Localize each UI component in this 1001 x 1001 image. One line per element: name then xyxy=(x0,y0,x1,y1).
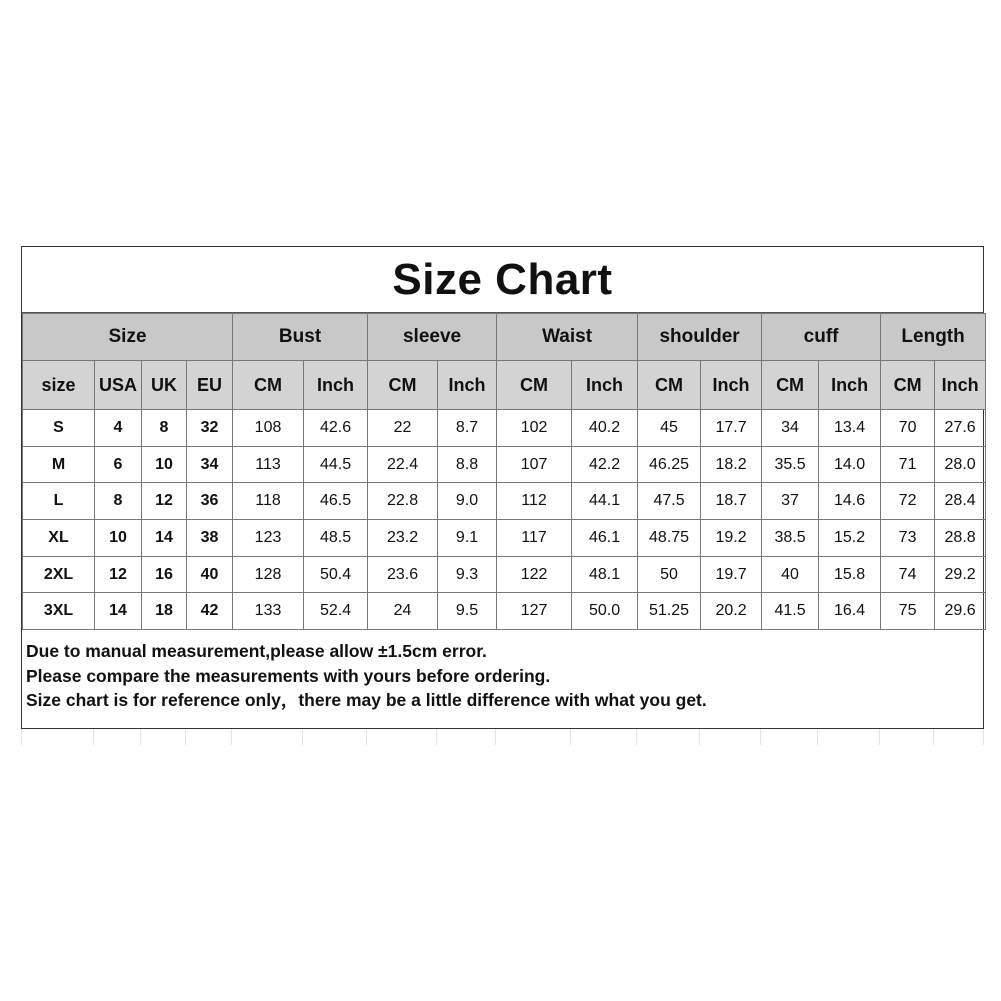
size-label-cell: M xyxy=(23,446,95,483)
unit-header-cell: Inch xyxy=(701,361,762,410)
table-row xyxy=(23,410,986,447)
table-body xyxy=(23,410,986,630)
grid-tick xyxy=(185,729,186,745)
table-cell: 22.4 xyxy=(368,446,438,483)
unit-header-cell: CM xyxy=(638,361,701,410)
table-cell: 38 xyxy=(187,520,233,557)
size-label-cell: 2XL xyxy=(23,556,95,593)
table-cell: 50.0 xyxy=(572,593,638,630)
table-cell: 14.6 xyxy=(819,483,881,520)
size-chart xyxy=(21,246,984,729)
grid-tick xyxy=(879,729,880,745)
unit-header-row xyxy=(23,361,986,410)
table-cell: 32 xyxy=(187,410,233,447)
unit-header-cell: Inch xyxy=(438,361,497,410)
grid-tick xyxy=(93,729,94,745)
table-cell: 40 xyxy=(187,556,233,593)
table-cell: 40 xyxy=(762,556,819,593)
group-header-row xyxy=(23,314,986,361)
table-cell: 51.25 xyxy=(638,593,701,630)
size-label-cell: S xyxy=(23,410,95,447)
group-header-cuff: cuff xyxy=(762,314,881,361)
grid-tick xyxy=(302,729,303,745)
table-cell: 29.6 xyxy=(935,593,986,630)
table-cell: 48.75 xyxy=(638,520,701,557)
table-row xyxy=(23,520,986,557)
table-cell: 38.5 xyxy=(762,520,819,557)
unit-header-cell: USA xyxy=(95,361,142,410)
table-cell: 122 xyxy=(497,556,572,593)
table-cell: 41.5 xyxy=(762,593,819,630)
table-cell: 47.5 xyxy=(638,483,701,520)
table-cell: 6 xyxy=(95,446,142,483)
grid-tick xyxy=(933,729,934,745)
grid-tick xyxy=(495,729,496,745)
table-cell: 117 xyxy=(497,520,572,557)
table-cell: 10 xyxy=(95,520,142,557)
table-cell: 73 xyxy=(881,520,935,557)
grid-tick xyxy=(636,729,637,745)
table-cell: 15.8 xyxy=(819,556,881,593)
table-row xyxy=(23,593,986,630)
table-cell: 19.7 xyxy=(701,556,762,593)
table-cell: 24 xyxy=(368,593,438,630)
notes-section xyxy=(22,629,983,713)
table-cell: 12 xyxy=(95,556,142,593)
grid-tick xyxy=(699,729,700,745)
unit-header-cell: Inch xyxy=(819,361,881,410)
unit-header-cell: Inch xyxy=(304,361,368,410)
table-cell: 14 xyxy=(142,520,187,557)
table-cell: 28.4 xyxy=(935,483,986,520)
table-cell: 113 xyxy=(233,446,304,483)
table-cell: 75 xyxy=(881,593,935,630)
table-cell: 10 xyxy=(142,446,187,483)
unit-header-cell: Inch xyxy=(572,361,638,410)
table-cell: 50.4 xyxy=(304,556,368,593)
table-cell: 28.8 xyxy=(935,520,986,557)
table-cell: 72 xyxy=(881,483,935,520)
table-cell: 46.25 xyxy=(638,446,701,483)
unit-header-cell: CM xyxy=(762,361,819,410)
table-cell: 18 xyxy=(142,593,187,630)
table-cell: 127 xyxy=(497,593,572,630)
group-header-sleeve: sleeve xyxy=(368,314,497,361)
grid-tick xyxy=(570,729,571,745)
table-cell: 34 xyxy=(762,410,819,447)
table-cell: 16.4 xyxy=(819,593,881,630)
table-cell: 20.2 xyxy=(701,593,762,630)
group-header-waist: Waist xyxy=(497,314,638,361)
table-cell: 17.7 xyxy=(701,410,762,447)
size-label-cell: 3XL xyxy=(23,593,95,630)
group-header-shoulder: shoulder xyxy=(638,314,762,361)
table-cell: 14 xyxy=(95,593,142,630)
table-cell: 46.5 xyxy=(304,483,368,520)
table-cell: 46.1 xyxy=(572,520,638,557)
table-cell: 9.0 xyxy=(438,483,497,520)
note-line: Size chart is for reference only，there may be a little difference with what you get. xyxy=(26,690,707,710)
table-cell: 107 xyxy=(497,446,572,483)
unit-header-cell: CM xyxy=(497,361,572,410)
table-row xyxy=(23,483,986,520)
table-cell: 42 xyxy=(187,593,233,630)
table-cell: 22 xyxy=(368,410,438,447)
unit-header-cell: CM xyxy=(368,361,438,410)
unit-header-cell: size xyxy=(23,361,95,410)
grid-tick xyxy=(140,729,141,745)
chart-title: Size Chart xyxy=(392,254,613,304)
table-cell: 112 xyxy=(497,483,572,520)
table-cell: 16 xyxy=(142,556,187,593)
note-line: Please compare the measurements with yours before ordering. xyxy=(26,665,551,686)
table-cell: 128 xyxy=(233,556,304,593)
table-cell: 23.2 xyxy=(368,520,438,557)
table-cell: 9.3 xyxy=(438,556,497,593)
table-cell: 23.6 xyxy=(368,556,438,593)
table-cell: 42.6 xyxy=(304,410,368,447)
table-row xyxy=(23,556,986,593)
grid-tick xyxy=(760,729,761,745)
table-cell: 15.2 xyxy=(819,520,881,557)
table-cell: 18.2 xyxy=(701,446,762,483)
table-cell: 40.2 xyxy=(572,410,638,447)
table-cell: 8.8 xyxy=(438,446,497,483)
title-row xyxy=(22,247,983,313)
table-cell: 48.1 xyxy=(572,556,638,593)
note-line: Due to manual measurement,please allow ±1.5cm error. xyxy=(26,641,487,661)
table-cell: 52.4 xyxy=(304,593,368,630)
table-cell: 28.0 xyxy=(935,446,986,483)
table-cell: 19.2 xyxy=(701,520,762,557)
size-label-cell: XL xyxy=(23,520,95,557)
unit-header-cell: CM xyxy=(233,361,304,410)
table-cell: 4 xyxy=(95,410,142,447)
group-header-bust: Bust xyxy=(233,314,368,361)
table-cell: 12 xyxy=(142,483,187,520)
table-cell: 45 xyxy=(638,410,701,447)
table-cell: 71 xyxy=(881,446,935,483)
faint-grid-ticks xyxy=(21,729,984,747)
group-header-length: Length xyxy=(881,314,986,361)
table-row xyxy=(23,446,986,483)
table-cell: 27.6 xyxy=(935,410,986,447)
table-cell: 48.5 xyxy=(304,520,368,557)
table-cell: 35.5 xyxy=(762,446,819,483)
grid-tick xyxy=(366,729,367,745)
table-cell: 133 xyxy=(233,593,304,630)
unit-header-cell: CM xyxy=(881,361,935,410)
grid-tick xyxy=(231,729,232,745)
table-cell: 123 xyxy=(233,520,304,557)
unit-header-cell: Inch xyxy=(935,361,986,410)
table-cell: 8 xyxy=(95,483,142,520)
group-header-size: Size xyxy=(23,314,233,361)
unit-header-cell: UK xyxy=(142,361,187,410)
table-cell: 37 xyxy=(762,483,819,520)
table-cell: 36 xyxy=(187,483,233,520)
grid-tick xyxy=(983,729,984,745)
grid-tick xyxy=(436,729,437,745)
grid-tick xyxy=(817,729,818,745)
size-table xyxy=(22,313,986,630)
table-cell: 44.1 xyxy=(572,483,638,520)
table-cell: 8 xyxy=(142,410,187,447)
table-cell: 108 xyxy=(233,410,304,447)
table-cell: 9.1 xyxy=(438,520,497,557)
grid-tick xyxy=(21,729,22,745)
table-cell: 14.0 xyxy=(819,446,881,483)
table-cell: 18.7 xyxy=(701,483,762,520)
table-cell: 70 xyxy=(881,410,935,447)
table-cell: 29.2 xyxy=(935,556,986,593)
unit-header-cell: EU xyxy=(187,361,233,410)
table-cell: 22.8 xyxy=(368,483,438,520)
table-cell: 74 xyxy=(881,556,935,593)
table-cell: 102 xyxy=(497,410,572,447)
table-cell: 8.7 xyxy=(438,410,497,447)
table-cell: 118 xyxy=(233,483,304,520)
table-cell: 50 xyxy=(638,556,701,593)
table-cell: 9.5 xyxy=(438,593,497,630)
table-cell: 34 xyxy=(187,446,233,483)
size-label-cell: L xyxy=(23,483,95,520)
table-cell: 44.5 xyxy=(304,446,368,483)
table-cell: 42.2 xyxy=(572,446,638,483)
table-cell: 13.4 xyxy=(819,410,881,447)
